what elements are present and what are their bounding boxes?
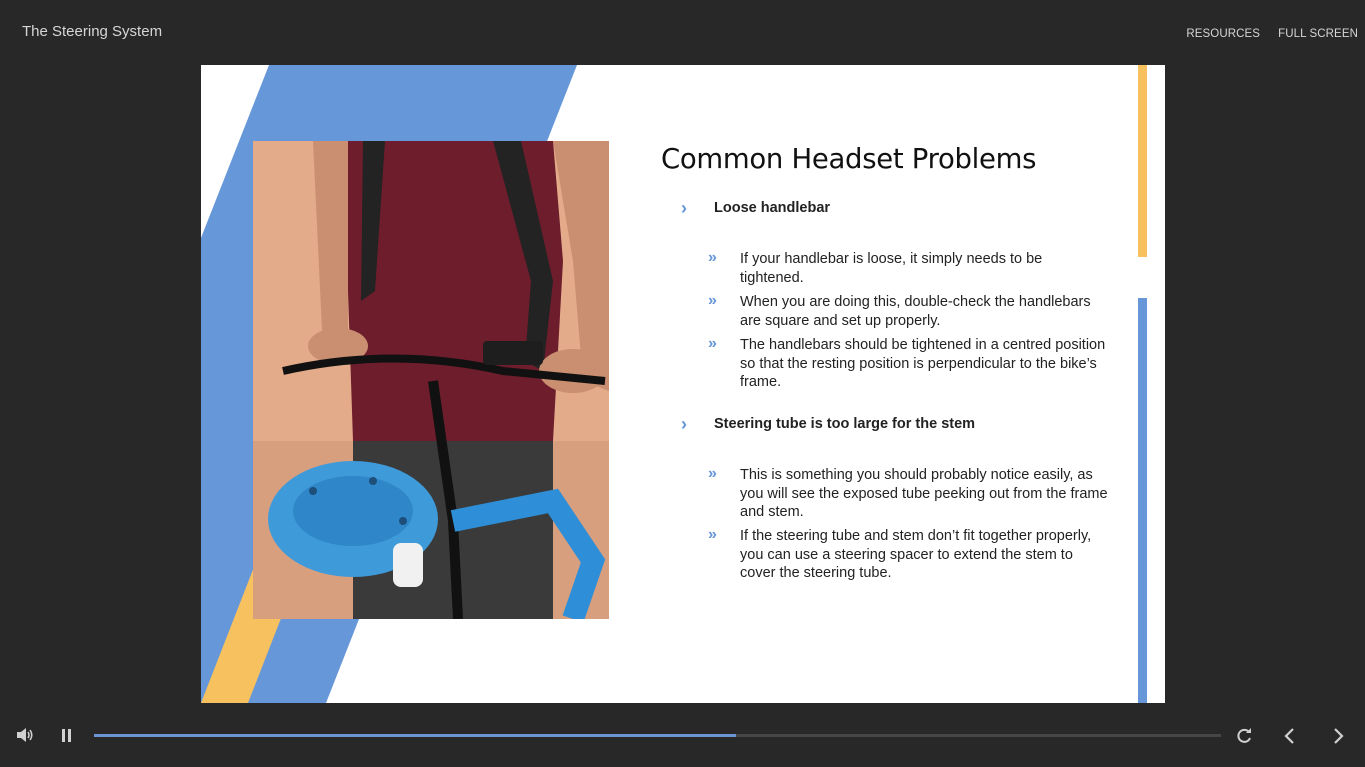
double-chevron-icon: » xyxy=(708,249,717,266)
double-chevron-icon: » xyxy=(708,292,717,309)
pause-icon[interactable] xyxy=(61,728,73,743)
bullet-item xyxy=(708,336,1108,392)
volume-icon[interactable] xyxy=(16,727,34,743)
bullet-item xyxy=(708,466,1108,522)
bullet-text: The handlebars should be tightened in a centred position so that the resting position is perpendicular to the bike’s frame. xyxy=(740,337,1106,390)
top-links xyxy=(1186,28,1358,40)
yellow-accent-bar xyxy=(1138,65,1147,257)
progress-bar[interactable] xyxy=(94,734,1221,737)
slide-title: Common Headset Problems xyxy=(661,143,1037,175)
cyclist-photo xyxy=(253,141,609,619)
double-chevron-icon: » xyxy=(708,465,717,482)
full-screen-link[interactable]: FULL SCREEN xyxy=(1278,28,1358,40)
bullet-text: If your handlebar is loose, it simply needs to be tightened. xyxy=(740,251,1043,286)
bullet-item xyxy=(708,250,1108,287)
problem-heading-text: Loose handlebar xyxy=(714,200,831,216)
chevron-right-icon: › xyxy=(681,198,687,218)
bullet-text: When you are doing this, double-check the handlebars are square and set up properly. xyxy=(740,294,1091,329)
double-chevron-icon: » xyxy=(708,526,717,543)
bullet-text: If the steering tube and stem don’t fit together properly, you can use a steering spacer to extend the stem to cover the steering tube. xyxy=(740,528,1092,581)
previous-icon[interactable] xyxy=(1283,727,1297,745)
problem-heading xyxy=(681,415,975,433)
bullet-item xyxy=(708,293,1108,330)
next-icon[interactable] xyxy=(1331,727,1345,745)
double-chevron-icon: » xyxy=(708,335,717,352)
blue-accent-bar xyxy=(1138,298,1147,703)
resources-link[interactable]: RESOURCES xyxy=(1186,28,1261,40)
problem-heading xyxy=(681,199,830,217)
bullet-text: This is something you should probably notice easily, as you will see the exposed tube peeking out from the frame and stem. xyxy=(740,467,1108,520)
replay-icon[interactable] xyxy=(1236,727,1253,745)
course-title: The Steering System xyxy=(22,23,163,40)
cyclist-illustration xyxy=(253,141,609,619)
slide xyxy=(201,65,1165,703)
bullet-item xyxy=(708,527,1108,583)
player-controls xyxy=(0,718,1365,758)
progress-fill xyxy=(94,734,736,737)
problem-heading-text: Steering tube is too large for the stem xyxy=(714,416,976,432)
chevron-right-icon: › xyxy=(681,414,687,434)
